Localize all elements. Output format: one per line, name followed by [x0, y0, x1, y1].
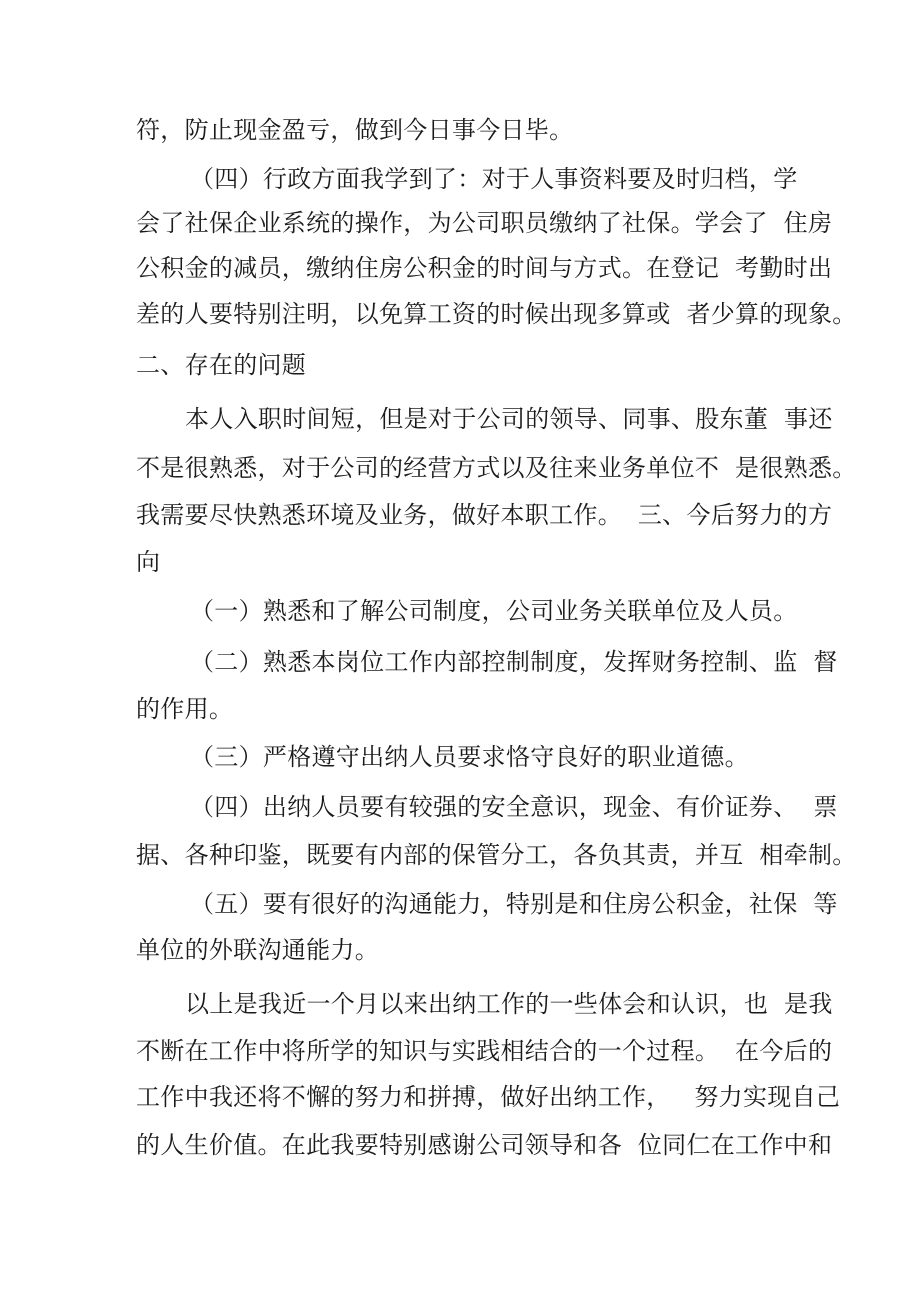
text-line-4: 公积金的减员，缴纳住房公积金的时间与方式。在登记 考勤时出 — [136, 254, 833, 282]
list-item-5-cont: 单位的外联沟通能力。 — [136, 936, 379, 964]
list-item-4-cont: 据、各种印鉴，既要有内部的保管分工，各负其责，并互 相牵制。 — [136, 841, 857, 869]
text-line-19: 以上是我近一个月以来出纳工作的一些体会和认识，也 是我 — [185, 990, 833, 1018]
text-line-1: 符，防止现金盈亏，做到今日事今日毕。 — [136, 116, 574, 144]
text-line-20: 不断在工作中将所学的知识与实践相结合的一个过程。 在今后的 — [136, 1037, 833, 1065]
list-item-1: （一）熟悉和了解公司制度，公司业务关联单位及人员。 — [190, 597, 798, 625]
list-item-2: （二）熟悉本岗位工作内部控制制度，发挥财务控制、监 督 — [190, 648, 838, 676]
list-item-4: （四）出纳人员要有较强的安全意识，现金、有价证券、 票 — [190, 793, 838, 821]
list-item-2-cont: 的作用。 — [136, 695, 234, 723]
text-line-9: 我需要尽快熟悉环境及业务，做好本职工作。 三、今后努力的方 — [136, 501, 833, 529]
text-line-7: 本人入职时间短，但是对于公司的领导、同事、股东董 事还 — [185, 405, 833, 433]
text-line-8: 不是很熟悉，对于公司的经营方式以及往来业务单位不 是很熟悉。 — [136, 454, 857, 482]
text-line-22: 的人生价值。在此我要特别感谢公司领导和各 位同仁在工作中和 — [136, 1131, 833, 1159]
text-line-10: 向 — [136, 548, 161, 576]
text-line-21: 工作中我还将不懈的努力和拼搏，做好出纳工作， 努力实现自己 — [136, 1083, 841, 1111]
text-line-2: （四）行政方面我学到了：对于人事资料要及时归档，学 — [190, 165, 798, 193]
text-line-3: 会了社保企业系统的操作，为公司职员缴纳了社保。学会了 住房 — [136, 209, 833, 237]
section-heading-problems: 二、存在的问题 — [136, 351, 307, 379]
list-item-5: （五）要有很好的沟通能力，特别是和住房公积金，社保 等 — [190, 890, 838, 918]
text-line-5: 差的人要特别注明，以免算工资的时候出现多算或 者少算的现象。 — [136, 300, 857, 328]
list-item-3: （三）严格遵守出纳人员要求恪守良好的职业道德。 — [190, 743, 749, 771]
